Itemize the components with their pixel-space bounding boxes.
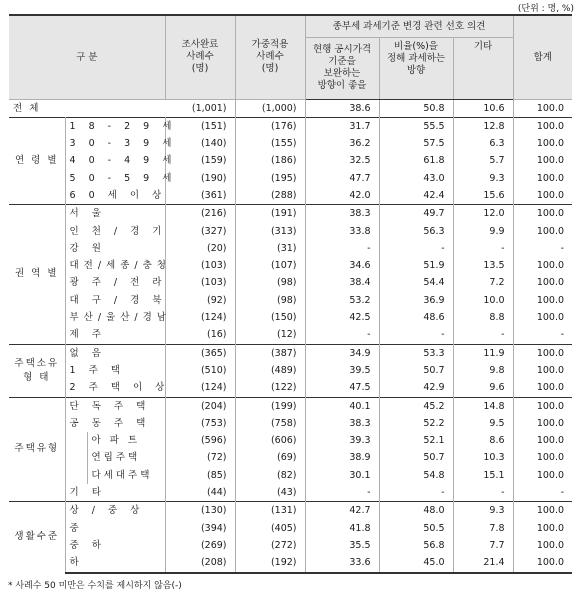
- row-group-label: 전 체: [13, 102, 41, 114]
- opt2-value: 43.0: [379, 170, 453, 187]
- table-row: [9, 309, 572, 326]
- table-row: [9, 344, 572, 362]
- opt1-value: -: [305, 484, 379, 502]
- sample-weighted-value: (199): [235, 397, 305, 415]
- opt2-value: 53.3: [379, 344, 453, 362]
- opt2-value: 48.0: [379, 502, 453, 520]
- header-category: 구 분: [9, 15, 165, 99]
- table-row: [9, 484, 572, 502]
- opt1-value: 38.3: [305, 415, 379, 432]
- row-label: 연립주택: [87, 449, 165, 466]
- sample-weighted-value: (606): [235, 432, 305, 449]
- row-label: 5 0 - 5 9 세: [65, 170, 165, 187]
- opt2-value: 49.7: [379, 205, 453, 223]
- sample-done-value: (20): [165, 240, 235, 257]
- sample-weighted-value: (272): [235, 537, 305, 554]
- row-label: 기 타: [65, 484, 165, 502]
- sample-done-value: (103): [165, 257, 235, 274]
- sample-weighted-value: (12): [235, 326, 305, 344]
- unit-note: (단위 : 명, %): [517, 4, 574, 14]
- opt3-value: 9.6: [453, 379, 513, 397]
- sample-weighted-value: (150): [235, 309, 305, 326]
- table-row: [9, 257, 572, 274]
- sample-done-value: (151): [165, 117, 235, 135]
- row-label: 강 원: [65, 240, 165, 257]
- sample-done-value: (361): [165, 187, 235, 205]
- opt2-value: 50.8: [379, 99, 453, 117]
- sample-weighted-value: (186): [235, 152, 305, 169]
- row-label: 대 구 / 경 북: [65, 292, 165, 309]
- sample-done-value: (216): [165, 205, 235, 223]
- opt3-value: -: [453, 240, 513, 257]
- sample-done-value: (204): [165, 397, 235, 415]
- opt2-value: 50.7: [379, 362, 453, 379]
- sample-weighted-value: (155): [235, 135, 305, 152]
- total-value: 100.0: [536, 260, 565, 272]
- row-label: 부산/울산/경남: [65, 309, 165, 326]
- opt3-value: 6.3: [453, 135, 513, 152]
- row-label: 다세대주택: [87, 467, 165, 484]
- total-value: 100.0: [513, 205, 572, 223]
- total-value: -: [560, 242, 565, 254]
- row-label: 아 파 트: [87, 432, 165, 449]
- total-value: 100.0: [536, 294, 565, 306]
- sample-done-value: (85): [165, 467, 235, 484]
- sample-done-value: (72): [165, 449, 235, 466]
- opt1-value: 31.7: [305, 117, 379, 135]
- opt3-value: -: [453, 326, 513, 344]
- opt1-value: 47.7: [305, 170, 379, 187]
- opt3-value: 10.3: [453, 449, 513, 466]
- opt1-value: -: [305, 326, 379, 344]
- table-row: [9, 467, 572, 484]
- table-row: [9, 537, 572, 554]
- opt1-value: 47.5: [305, 379, 379, 397]
- opt1-value: 30.1: [305, 467, 379, 484]
- opt2-value: 56.8: [379, 537, 453, 554]
- opt2-value: -: [379, 484, 453, 502]
- table-row: [9, 292, 572, 309]
- opt1-value: 53.2: [305, 292, 379, 309]
- opt2-value: 55.5: [379, 117, 453, 135]
- table-row: [9, 432, 572, 449]
- sample-done-value: (208): [165, 554, 235, 572]
- sample-weighted-value: (288): [235, 187, 305, 205]
- table-body: [9, 99, 572, 573]
- table-row: [9, 152, 572, 169]
- opt2-value: 52.2: [379, 415, 453, 432]
- opt1-value: 39.3: [305, 432, 379, 449]
- opt1-value: 34.6: [305, 257, 379, 274]
- sample-weighted-value: (313): [235, 223, 305, 240]
- table-row: [9, 520, 572, 537]
- opt3-value: 5.7: [453, 152, 513, 169]
- sample-weighted-value: (489): [235, 362, 305, 379]
- sample-done-value: (124): [165, 309, 235, 326]
- opt3-value: 9.3: [453, 170, 513, 187]
- table-row: [9, 274, 572, 291]
- sample-weighted-value: (107): [235, 257, 305, 274]
- sample-done-value: (16): [165, 326, 235, 344]
- opt3-value: 21.4: [453, 554, 513, 572]
- opt3-value: 9.9: [453, 223, 513, 240]
- row-label: 서 울: [65, 205, 165, 223]
- table-row: [9, 554, 572, 572]
- sample-weighted-value: (31): [235, 240, 305, 257]
- indent-cell: [65, 432, 87, 449]
- table-row: [9, 397, 572, 415]
- total-value: 100.0: [536, 417, 565, 429]
- row-label: 광 주 / 전 라: [65, 274, 165, 291]
- opt3-value: 12.0: [453, 205, 513, 223]
- opt1-value: 33.6: [305, 554, 379, 572]
- sample-done-value: (190): [165, 170, 235, 187]
- total-value: 100.0: [536, 469, 565, 481]
- total-value: 100.0: [536, 382, 565, 394]
- opt1-value: 41.8: [305, 520, 379, 537]
- sample-weighted-value: (758): [235, 415, 305, 432]
- opt1-value: 38.6: [305, 99, 379, 117]
- row-label: 대전/세종/충청: [65, 257, 165, 274]
- sample-weighted-value: (176): [235, 117, 305, 135]
- opt3-value: 7.7: [453, 537, 513, 554]
- total-value: 100.0: [513, 344, 572, 362]
- total-value: 100.0: [536, 138, 565, 150]
- header-total: 합계: [513, 15, 572, 99]
- opt2-value: 57.5: [379, 135, 453, 152]
- opt2-value: 52.1: [379, 432, 453, 449]
- sample-weighted-value: (405): [235, 520, 305, 537]
- opt2-value: 48.6: [379, 309, 453, 326]
- total-value: 100.0: [513, 397, 572, 415]
- row-label: 상 / 중 상: [65, 502, 165, 520]
- sample-done-value: (103): [165, 274, 235, 291]
- sample-weighted-value: (387): [235, 344, 305, 362]
- total-value: 100.0: [536, 277, 565, 289]
- opt2-value: 45.0: [379, 554, 453, 572]
- opt1-value: 34.9: [305, 344, 379, 362]
- row-label: 2 주 택 이 상: [65, 379, 165, 397]
- sample-weighted-value: (43): [235, 484, 305, 502]
- opt3-value: 8.8: [453, 309, 513, 326]
- opt1-value: 40.1: [305, 397, 379, 415]
- opt2-value: 42.9: [379, 379, 453, 397]
- opt2-value: 54.8: [379, 467, 453, 484]
- sample-weighted-value: (98): [235, 292, 305, 309]
- table-row: [9, 135, 572, 152]
- total-value: -: [560, 329, 565, 341]
- total-value: 100.0: [513, 554, 572, 572]
- table-row: [9, 415, 572, 432]
- opt2-value: 36.9: [379, 292, 453, 309]
- row-label: 1 8 - 2 9 세: [65, 117, 165, 135]
- header-opinion-group: 종부세 과세기준 변경 관련 선호 의견: [305, 15, 513, 37]
- sample-done-value: (365): [165, 344, 235, 362]
- row-label: 중 하: [65, 537, 165, 554]
- opt3-value: 15.6: [453, 187, 513, 205]
- footnote: * 사례수 50 미만은 수치를 제시하지 않음(-): [8, 581, 182, 591]
- opt1-value: 36.2: [305, 135, 379, 152]
- sample-done-value: (510): [165, 362, 235, 379]
- row-label: 중: [65, 520, 165, 537]
- opt2-value: 42.4: [379, 187, 453, 205]
- sample-weighted-value: (69): [235, 449, 305, 466]
- total-value: 100.0: [536, 312, 565, 324]
- header-opt1: 현행 공시가격 기준을 보완하는 방향이 좋을: [305, 37, 379, 99]
- sample-done-value: (394): [165, 520, 235, 537]
- opt1-value: 38.3: [305, 205, 379, 223]
- table-row: [9, 326, 572, 344]
- opt1-value: -: [305, 240, 379, 257]
- opt3-value: 12.8: [453, 117, 513, 135]
- sample-done-value: (130): [165, 502, 235, 520]
- sample-done-value: (327): [165, 223, 235, 240]
- indent-cell: [65, 467, 87, 484]
- sample-done-value: (159): [165, 152, 235, 169]
- table-row: [9, 117, 572, 135]
- opt1-value: 42.5: [305, 309, 379, 326]
- row-group-label: 생활수준: [9, 502, 65, 573]
- opt2-value: 54.4: [379, 274, 453, 291]
- row-label: 단 독 주 택: [65, 397, 165, 415]
- table-row: [9, 449, 572, 466]
- total-value: 100.0: [536, 189, 565, 201]
- indent-cell: [65, 449, 87, 466]
- total-value: 100.0: [513, 502, 572, 520]
- opt2-value: 61.8: [379, 152, 453, 169]
- sample-done-value: (140): [165, 135, 235, 152]
- opt2-value: 56.3: [379, 223, 453, 240]
- total-value: 100.0: [536, 172, 565, 184]
- sample-done-value: (596): [165, 432, 235, 449]
- total-value: 100.0: [536, 102, 565, 114]
- row-label: 4 0 - 4 9 세: [65, 152, 165, 169]
- sample-done-value: (753): [165, 415, 235, 432]
- opt2-value: 45.2: [379, 397, 453, 415]
- row-group-label: 연 령 별: [9, 117, 65, 204]
- opt3-value: 14.8: [453, 397, 513, 415]
- opt1-value: 35.5: [305, 537, 379, 554]
- row-label: 제 주: [65, 326, 165, 344]
- total-value: 100.0: [536, 155, 565, 167]
- sample-weighted-value: (1,000): [235, 99, 305, 117]
- sample-done-value: (1,001): [165, 99, 235, 117]
- opt1-value: 39.5: [305, 362, 379, 379]
- total-value: 100.0: [536, 522, 565, 534]
- row-label: 공 동 주 택: [65, 415, 165, 432]
- opt1-value: 42.0: [305, 187, 379, 205]
- sample-weighted-value: (192): [235, 554, 305, 572]
- opt3-value: 15.1: [453, 467, 513, 484]
- opt2-value: -: [379, 326, 453, 344]
- opt3-value: 7.2: [453, 274, 513, 291]
- opt3-value: 7.8: [453, 520, 513, 537]
- row-group-label: 권 역 별: [9, 205, 65, 344]
- opt3-value: 8.6: [453, 432, 513, 449]
- total-value: 100.0: [513, 117, 572, 135]
- survey-table: [9, 14, 572, 574]
- sample-weighted-value: (122): [235, 379, 305, 397]
- sample-done-value: (269): [165, 537, 235, 554]
- row-group-label: 주택유형: [9, 397, 65, 502]
- opt1-value: 42.7: [305, 502, 379, 520]
- total-value: 100.0: [536, 452, 565, 464]
- opt3-value: -: [453, 484, 513, 502]
- total-value: 100.0: [536, 539, 565, 551]
- table-row: [9, 240, 572, 257]
- header-opt2: 비율(%)을 정해 과세하는 방향: [379, 37, 453, 99]
- row-label: 1 주 택: [65, 362, 165, 379]
- opt2-value: 50.5: [379, 520, 453, 537]
- row-label: 3 0 - 3 9 세: [65, 135, 165, 152]
- header-sample-done: 조사완료 사례수 (명): [165, 15, 235, 99]
- total-value: 100.0: [536, 435, 565, 447]
- table-row: [9, 187, 572, 205]
- row-label: 없 음: [65, 344, 165, 362]
- sample-weighted-value: (191): [235, 205, 305, 223]
- opt3-value: 9.8: [453, 362, 513, 379]
- table-row: [9, 502, 572, 520]
- row-label: 6 0 세 이 상: [65, 187, 165, 205]
- opt3-value: 13.5: [453, 257, 513, 274]
- row-label: 인 천 / 경 기: [65, 223, 165, 240]
- sample-weighted-value: (131): [235, 502, 305, 520]
- total-value: 100.0: [536, 364, 565, 376]
- opt2-value: 51.9: [379, 257, 453, 274]
- sample-weighted-value: (195): [235, 170, 305, 187]
- opt2-value: -: [379, 240, 453, 257]
- opt3-value: 9.5: [453, 415, 513, 432]
- opt3-value: 10.0: [453, 292, 513, 309]
- opt3-value: 9.3: [453, 502, 513, 520]
- total-value: -: [560, 487, 565, 499]
- header-opt3: 기타: [453, 37, 513, 99]
- opt1-value: 38.4: [305, 274, 379, 291]
- sample-weighted-value: (98): [235, 274, 305, 291]
- opt3-value: 10.6: [453, 99, 513, 117]
- table-row: [9, 379, 572, 397]
- opt2-value: 50.7: [379, 449, 453, 466]
- table-row: [9, 205, 572, 223]
- table-row: [9, 223, 572, 240]
- sample-done-value: (92): [165, 292, 235, 309]
- total-value: 100.0: [536, 225, 565, 237]
- header-sample-weighted: 가중적용 사례수 (명): [235, 15, 305, 99]
- row-label: 하: [65, 554, 165, 572]
- table-row: [9, 362, 572, 379]
- opt1-value: 32.5: [305, 152, 379, 169]
- row-group-label: 주택소유 형 태: [9, 344, 65, 397]
- sample-done-value: (44): [165, 484, 235, 502]
- table-row: [9, 99, 572, 117]
- opt1-value: 33.8: [305, 223, 379, 240]
- sample-done-value: (124): [165, 379, 235, 397]
- opt1-value: 38.9: [305, 449, 379, 466]
- opt3-value: 11.9: [453, 344, 513, 362]
- sample-weighted-value: (82): [235, 467, 305, 484]
- table-row: [9, 170, 572, 187]
